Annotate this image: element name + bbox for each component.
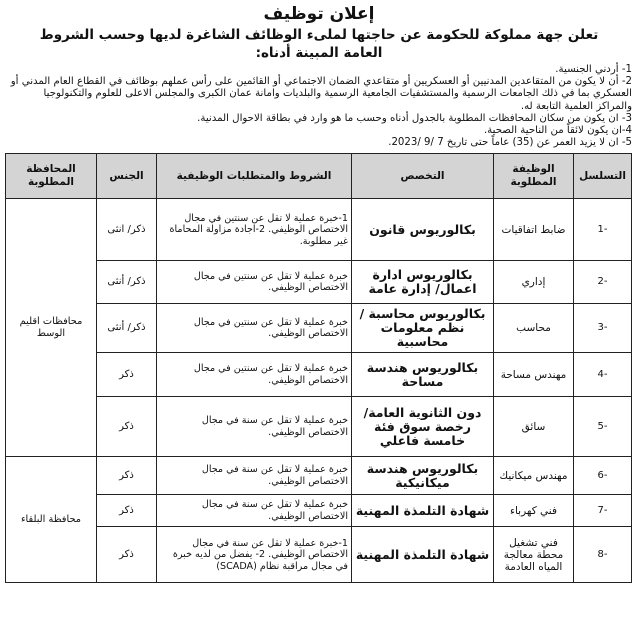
condition-item: 4-ان يكون لائقاً من الناحية الصحية.	[483, 125, 632, 137]
row-serial: -1	[574, 199, 632, 261]
table-row	[6, 261, 632, 304]
header-governorate: المحافظة المطلوبة	[6, 154, 97, 199]
row-job: فني تشغيل محطة معالجة المياه العادمة	[494, 527, 574, 583]
row-requirements: 1-خبرة عملية لا تقل عن سنة في مجال الاختصاص الوظيفي. 2- يفضل من لديه خبرة في مجال مراقبة نظام (SCADA)	[157, 527, 352, 583]
condition-item: 5- ان لا يزيد العمر عن (35) عاماً حتى تاريخ 7 /9 /2023.	[388, 137, 632, 149]
row-job: مهندس ميكانيك	[494, 457, 574, 495]
row-serial: -2	[574, 261, 632, 304]
row-specialization: شهادة التلمذة المهنية	[352, 527, 494, 583]
condition-item: 3- ان يكون من سكان المحافظات المطلوبة بالجدول أدناه وحسب ما هو وارد في بطاقة الاحوال المدنية.	[197, 112, 632, 124]
row-requirements: خبرة عملية لا تقل عن سنتين في مجال الاختصاص الوظيفي.	[157, 261, 352, 304]
table-row	[6, 353, 632, 397]
row-serial: -6	[574, 457, 632, 495]
row-job: ضابط اتفاقيات	[494, 199, 574, 261]
row-requirements: 1-خبرة عملية لا تقل عن سنتين في مجال الاختصاص الوظيفي. 2-اجادة مزاولة المحاماة غير مطلوبة.	[157, 199, 352, 261]
row-job: إداري	[494, 261, 574, 304]
intro-line-1: تعلن جهة مملوكة للحكومة عن حاجتها لملىء الوظائف الشاغرة لديها وحسب الشروط	[39, 27, 599, 43]
jobs-table	[5, 153, 632, 583]
row-gender: ذكر	[97, 457, 157, 495]
row-specialization: بكالوريوس هندسة ميكانيكية	[352, 457, 494, 495]
condition-item: 2- أن لا يكون من المتقاعدين المدنيين أو العسكريين أو متقاعدي الضمان الاجتماعي أو القائمين على رأس عملهم بوظائف في القطاع العام المدني أو العسكري بما في ذلك الجامعات الرسمية والمستشفيات الجامعية الرسمية والبلديات وامانة عمان الكبرى والمجلس الاعلى للعلوم والتكنولوجيا والمراكز العلمية التابعة له.	[10, 76, 632, 112]
header-requirements: الشروط والمتطلبات الوظيفية	[157, 154, 352, 199]
row-requirements: خبرة عملية لا تقل عن سنة في مجال الاختصاص الوظيفي.	[157, 397, 352, 457]
header-specialization: التخصص	[352, 154, 494, 199]
table-row	[6, 304, 632, 353]
table-header-row	[6, 154, 632, 199]
row-requirements: خبرة عملية لا تقل عن سنتين في مجال الاختصاص الوظيفي.	[157, 353, 352, 397]
row-requirements: خبرة عملية لا تقل عن سنة في مجال الاختصاص الوظيفي.	[157, 457, 352, 495]
header-gender: الجنس	[97, 154, 157, 199]
governorate-balqa: محافظة البلقاء	[6, 457, 97, 583]
general-conditions	[6, 64, 632, 149]
row-gender: ذكر	[97, 495, 157, 527]
row-specialization: بكالوريوس قانون	[352, 199, 494, 261]
table-row	[6, 457, 632, 495]
governorate-middle: محافظات اقليم الوسط	[6, 199, 97, 457]
row-gender: ذكر	[97, 397, 157, 457]
row-job: سائق	[494, 397, 574, 457]
row-gender: ذكر/ أنثى	[97, 304, 157, 353]
header-serial: التسلسل	[574, 154, 632, 199]
row-job: مهندس مساحة	[494, 353, 574, 397]
row-gender: ذكر/ أنثى	[97, 261, 157, 304]
table-row	[6, 527, 632, 583]
condition-item: 1- أردني الجنسية.	[555, 64, 632, 75]
row-specialization: شهادة التلمذة المهنية	[352, 495, 494, 527]
row-serial: -8	[574, 527, 632, 583]
row-gender: ذكر	[97, 527, 157, 583]
announcement-title: إعلان توظيف	[263, 4, 375, 24]
row-serial: -3	[574, 304, 632, 353]
row-specialization: بكالوريوس محاسبة / نظم معلومات محاسبية	[352, 304, 494, 353]
table-row	[6, 397, 632, 457]
row-requirements: خبرة عملية لا تقل عن سنتين في مجال الاختصاص الوظيفي.	[157, 304, 352, 353]
row-specialization: بكالوريوس هندسة مساحة	[352, 353, 494, 397]
row-serial: -7	[574, 495, 632, 527]
table-row	[6, 199, 632, 261]
table-row	[6, 495, 632, 527]
row-gender: ذكر/ انثى	[97, 199, 157, 261]
row-gender: ذكر	[97, 353, 157, 397]
row-serial: -5	[574, 397, 632, 457]
row-job: فني كهرباء	[494, 495, 574, 527]
row-specialization: بكالوريوس ادارة اعمال/ إدارة عامة	[352, 261, 494, 304]
intro-line-2: العامة المبينة أدناه:	[255, 45, 383, 61]
announcement-intro	[6, 26, 632, 62]
row-requirements: خبرة عملية لا تقل عن سنة في مجال الاختصاص الوظيفي.	[157, 495, 352, 527]
row-job: محاسب	[494, 304, 574, 353]
row-serial: -4	[574, 353, 632, 397]
row-specialization: دون الثانوية العامة/ رخصة سوق فئة خامسة فاعلي	[352, 397, 494, 457]
header-job: الوظيفة المطلوبة	[494, 154, 574, 199]
